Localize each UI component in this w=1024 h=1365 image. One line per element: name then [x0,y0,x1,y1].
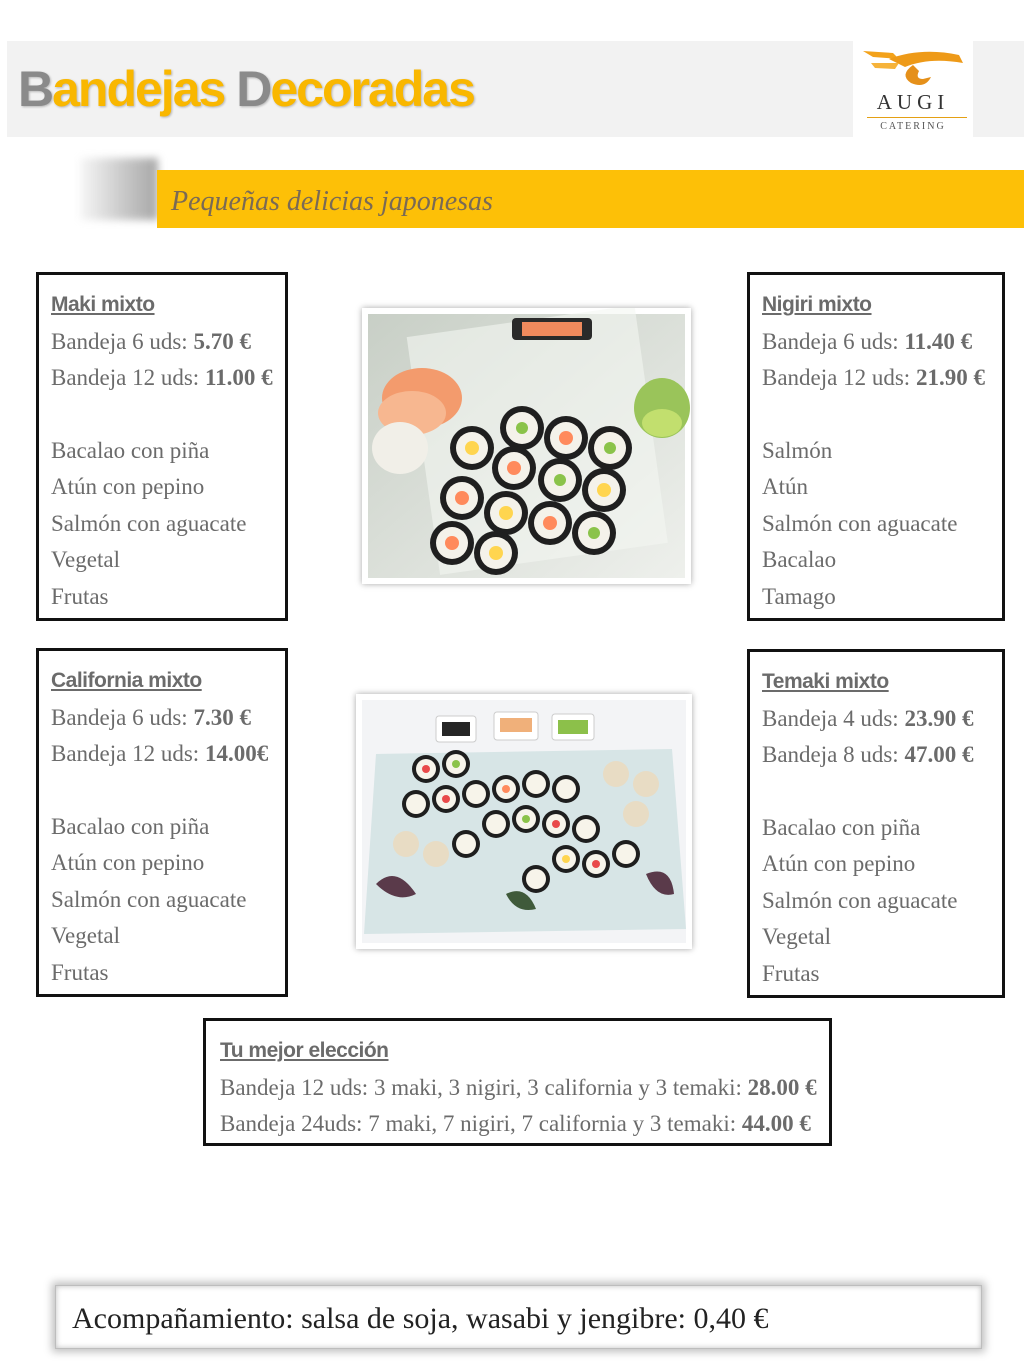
california-heading: California mixto [51,669,202,692]
maki-price-12: Bandeja 12 uds: 11.00 € [51,365,273,390]
list-item: Bacalao [762,547,837,572]
nigiri-heading: Nigiri mixto [762,293,872,316]
logo-emblem-icon [859,45,967,93]
temaki-heading: Temaki mixto [762,670,889,693]
maki-mixto-box [36,272,288,621]
maki-price-6: Bandeja 6 uds: 5.70 € [51,328,251,354]
california-price-12: Bandeja 12 uds: 14.00€ [51,741,269,766]
best-choice-box [203,1018,832,1146]
accompaniment-footer [55,1285,982,1349]
nigiri-mixto-box [747,272,1005,621]
temaki-price-4: Bandeja 4 uds: 23.90 € [762,705,974,731]
sushi-photo-icon [356,694,692,949]
list-item: Vegetal [51,547,120,572]
nigiri-price-12: Bandeja 12 uds: 21.90 € [762,365,985,390]
list-item: Frutas [51,583,109,609]
list-item: Tamago [762,583,836,609]
accompaniment-text: Acompañamiento: salsa de soja, wasabi y jengibre: 0,40 € [72,1302,769,1335]
list-item: Atún con pepino [51,474,205,499]
logo-subtitle: CATERING [880,121,946,132]
maki-platter-photo [362,308,691,584]
maki-heading: Maki mixto [51,293,155,316]
list-item: Salmón con aguacate [762,510,958,536]
list-item: Bacalao con piña [51,437,210,463]
list-item: Bacalao con piña [51,813,210,839]
list-item: Vegetal [762,924,831,949]
best-choice-price-24: Bandeja 24uds: 7 maki, 7 nigiri, 7 california y 3 temaki: 44.00 € [220,1111,811,1136]
list-item: Vegetal [51,923,120,948]
california-price-6: Bandeja 6 uds: 7.30 € [51,704,251,730]
list-item: Atún [762,474,808,499]
temaki-price-8: Bandeja 8 uds: 47.00 € [762,742,974,767]
list-item: Frutas [51,959,109,985]
list-item: Salmón [762,437,833,463]
subtitle-band [157,170,1024,228]
list-item: Salmón con aguacate [51,510,247,536]
decorative-shadow [80,158,158,220]
section-subtitle: Pequeñas delicias japonesas [171,186,493,217]
list-item: Atún con pepino [762,851,916,876]
augi-catering-logo [853,41,973,137]
list-item: Frutas [762,960,820,986]
logo-divider [867,117,967,118]
logo-name: AUGI [876,90,950,114]
best-choice-heading: Tu mejor elección [220,1039,389,1062]
list-item: Atún con pepino [51,850,205,875]
page-title: Bandejas Decoradas [18,61,474,117]
list-item: Bacalao con piña [762,814,921,840]
sushi-photo-icon [362,308,691,584]
list-item: Salmón con aguacate [762,887,958,913]
best-choice-price-12: Bandeja 12 uds: 3 maki, 3 nigiri, 3 california y 3 temaki: 28.00 € [220,1074,817,1100]
nigiri-price-6: Bandeja 6 uds: 11.40 € [762,328,973,354]
california-platter-photo [356,694,692,949]
temaki-mixto-box [747,649,1005,998]
california-mixto-box [36,648,288,997]
list-item: Salmón con aguacate [51,886,247,912]
